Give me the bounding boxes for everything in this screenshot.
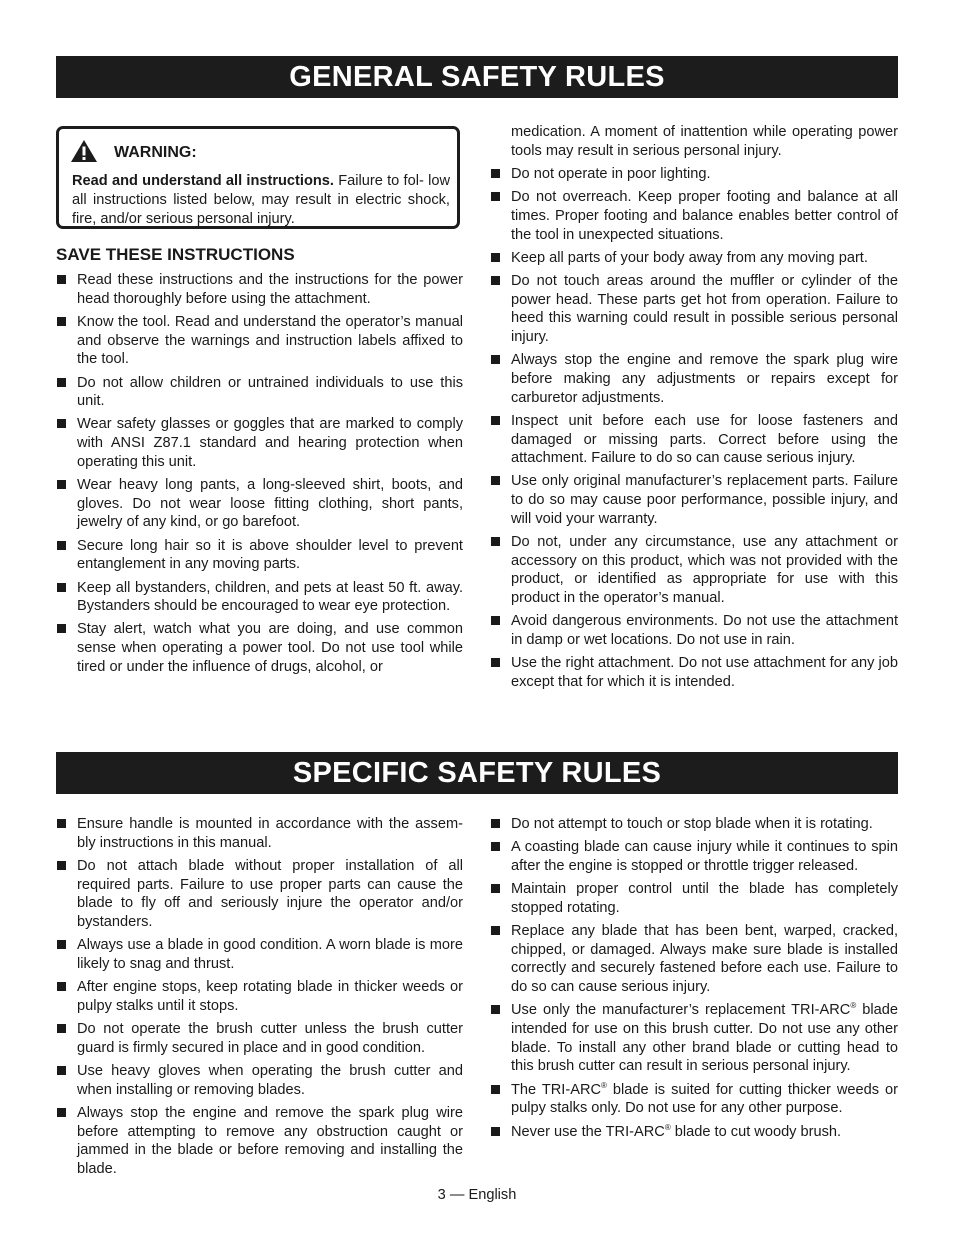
list-item: After engine stops, keep rotating blade in thicker weeds or pulpy stalks until it stops. <box>56 978 463 1015</box>
item-text: blade is suited for cutting thicker weeds or pulpy stalks only. Do not use for any other purpose. <box>511 1081 898 1117</box>
item-text: Use only the manufacturer’s replacement TRI-ARC <box>511 1002 851 1019</box>
list-item: Replace any blade that has been bent, warped, cracked, chipped, or damaged. Always make sure blade is installed correctly and securely fastened before each use. Failure to do so can cause serious injury. <box>490 922 898 997</box>
list-item: Do not attempt to touch or stop blade when it is rotating. <box>490 815 898 834</box>
list-item: Always stop the engine and remove the spark plug wire before attempting to remove any obstruction caught or jammed in the blade or before removing and installing the blade. <box>56 1104 463 1179</box>
list-item: Maintain proper control until the blade has completely stopped rotating. <box>490 880 898 917</box>
list-item <box>490 1081 898 1118</box>
list-item: Do not touch areas around the muffler or cylinder of the power head. These parts get hot from operation. Failure to heed this warning could result in possible serious personal injury. <box>490 272 898 347</box>
registered-mark: ® <box>601 1080 607 1090</box>
list-item: Wear heavy long pants, a long-sleeved shirt, boots, and gloves. Do not wear loose fitting clothing, short pants, jewelry of any kind, or go barefoot. <box>56 476 463 532</box>
list-item: Do not, under any circumstance, use any attachment or accessory on this product, which was not provided with the product, or identified as appropriate for use with this product in the operator’s manual. <box>490 533 898 608</box>
registered-mark: ® <box>664 1122 671 1132</box>
list-item: Stay alert, watch what you are doing, and use common sense when operating a power tool. Do not use tool while tired or under the influence of drugs, alcohol, or <box>56 620 463 676</box>
warning-text <box>72 172 450 229</box>
item-text: The TRI-ARC <box>511 1081 602 1098</box>
general-rules-left-list <box>56 271 463 681</box>
list-item: Do not attach blade without proper installation of all required parts. Failure to use proper parts can cause the blade to fly off and seriously injure the operator and/or bystanders. <box>56 857 463 932</box>
warning-title: WARNING: <box>114 144 197 161</box>
general-rules-right-list <box>490 123 898 696</box>
list-item: Keep all bystanders, children, and pets at least 50 ft. away. Bystanders should be encouraged to wear eye protection. <box>56 579 463 616</box>
list-item: Know the tool. Read and understand the operator’s manual and observe the warnings and instruction labels affixed to the tool. <box>56 313 463 369</box>
item-text: Never use the TRI-ARC <box>511 1123 665 1140</box>
warning-body: Failure to fol- low all instructions listed below, may result in electric shock, fire, and/or serious personal injury. <box>72 173 450 227</box>
general-safety-rules-banner: GENERAL SAFETY RULES <box>56 56 898 98</box>
list-item: Read these instructions and the instructions for the power head thoroughly before using the attachment. <box>56 271 463 308</box>
list-item <box>490 1001 898 1076</box>
warning-triangle-icon <box>70 139 98 163</box>
warning-box <box>56 126 460 229</box>
list-item: Wear safety glasses or goggles that are marked to comply with ANSI Z87.1 standard and hearing protection when operating this unit. <box>56 415 463 471</box>
list-item: Do not operate the brush cutter unless the brush cutter guard is firmly secured in place and in good condition. <box>56 1020 463 1057</box>
registered-mark: ® <box>850 1001 857 1011</box>
list-item: Do not allow children or untrained individuals to use this unit. <box>56 374 463 411</box>
warning-lead: Read and understand all instructions. <box>72 173 334 189</box>
list-item <box>490 1123 898 1142</box>
list-item: Keep all parts of your body away from any moving part. <box>490 249 898 268</box>
list-item: Ensure handle is mounted in accordance with the assem- bly instructions in this manual. <box>56 815 463 852</box>
save-instructions-heading: SAVE THESE INSTRUCTIONS <box>56 245 295 264</box>
list-item: Use heavy gloves when operating the brush cutter and when installing or removing blades. <box>56 1062 463 1099</box>
list-item: A coasting blade can cause injury while it continues to spin after the engine is stopped or throttle trigger released. <box>490 838 898 875</box>
item-text: blade intended for use on this brush cutter. Do not use any other blade. To install any other brand blade or cutting head to this brush cutter can result in serious personal injury. <box>511 1002 898 1075</box>
list-item: Avoid dangerous environments. Do not use the attachment in damp or wet locations. Do not use in rain. <box>490 612 898 649</box>
specific-rules-right-list <box>490 815 898 1146</box>
list-item: Use the right attachment. Do not use attachment for any job except that for which it is intended. <box>490 654 898 691</box>
list-item: Always stop the engine and remove the spark plug wire before making any adjustments or repairs except for carburetor adjustments. <box>490 351 898 407</box>
list-item: Use only original manufacturer’s replacement parts. Failure to do so may cause poor performance, possible injury, and will void your warranty. <box>490 472 898 528</box>
list-item: Always use a blade in good condition. A worn blade is more likely to snag and thrust. <box>56 936 463 973</box>
item-text: blade to cut woody brush. <box>670 1123 842 1140</box>
page-footer: 3 — English <box>437 1187 517 1203</box>
list-item: Do not overreach. Keep proper footing and balance at all times. Proper footing and balance enables better control of the tool in unexpected situations. <box>490 188 898 244</box>
list-item: Inspect unit before each use for loose fasteners and damaged or missing parts. Correct before using the attachment. Failure to do so can cause serious injury. <box>490 412 898 468</box>
specific-safety-rules-banner: SPECIFIC SAFETY RULES <box>56 752 898 794</box>
list-item-continuation: medication. A moment of inattention while operating power tools may result in serious personal injury. <box>511 124 898 159</box>
specific-rules-left-list <box>56 815 463 1183</box>
list-item: Secure long hair so it is above shoulder level to prevent entanglement in any moving parts. <box>56 537 463 574</box>
list-item: Do not operate in poor lighting. <box>490 165 898 184</box>
